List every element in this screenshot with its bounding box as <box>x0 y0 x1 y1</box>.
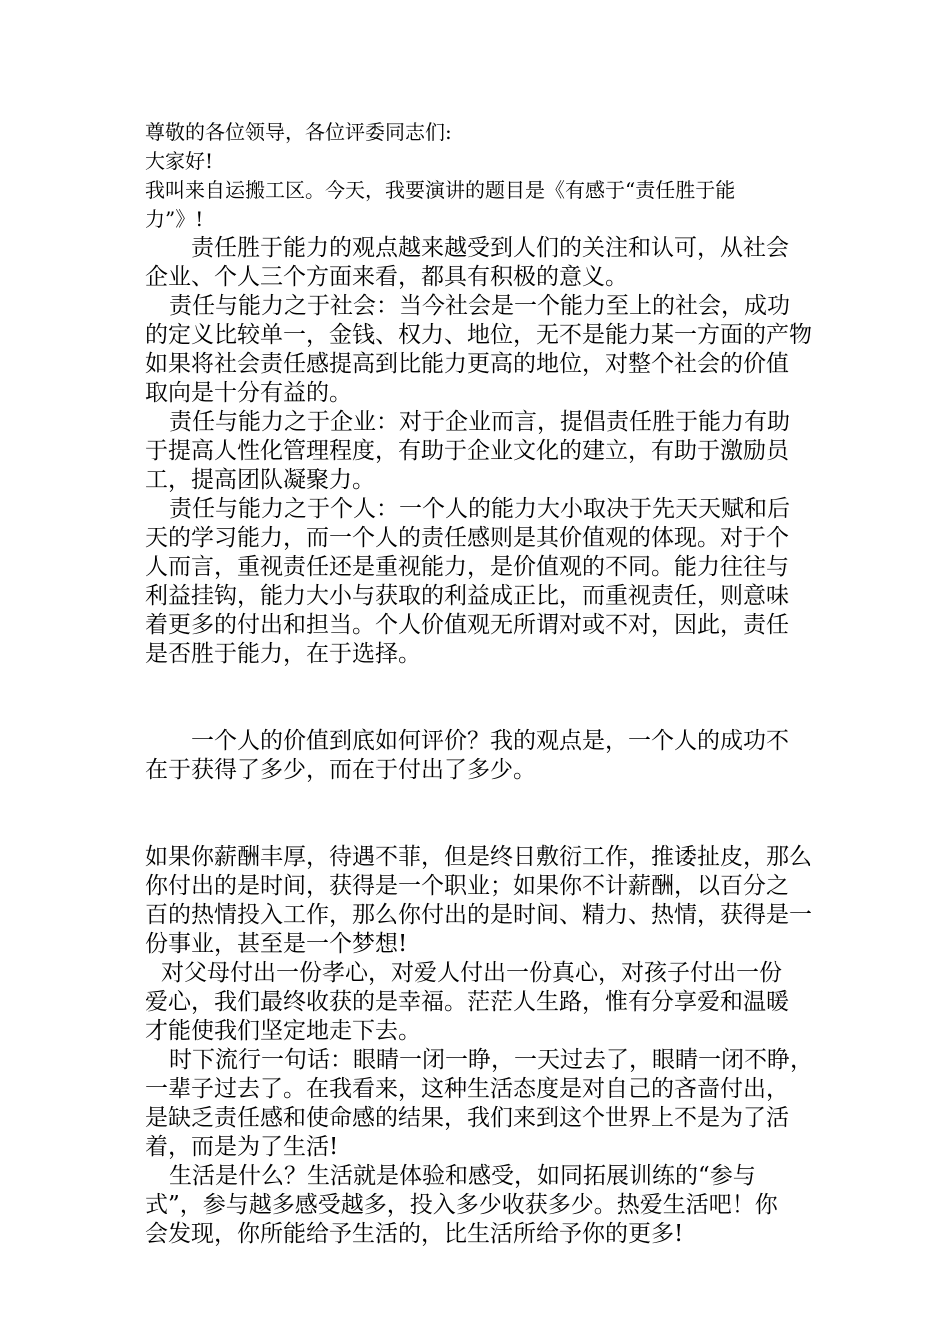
paragraph-enterprise <box>145 408 810 495</box>
paragraph-line: 份事业，甚至是一个梦想! <box>145 931 408 957</box>
salutation: 尊敬的各位领导，各位评委同志们: <box>145 120 452 144</box>
paragraph-line: 会发现，你所能给予生活的，比生活所给予你的更多! <box>145 1221 684 1247</box>
paragraph-line: 责任胜于能力的观点越来越受到人们的关注和认可，从社会 <box>191 235 789 261</box>
paragraph-line: 天的学习能力，而一个人的责任感则是其价值观的体现。对于个 <box>145 525 789 551</box>
paragraph-family <box>145 959 810 1046</box>
paragraph-life <box>145 1162 810 1249</box>
paragraph-line: 如果将社会责任感提高到比能力更高的地位，对整个社会的价值 <box>145 351 789 377</box>
paragraph-line: 利益挂钩，能力大小与获取的利益成正比，而重视责任，则意味 <box>145 583 789 609</box>
intro-paragraph <box>145 176 810 234</box>
intro-line: 我叫来自运搬工区。今天，我要演讲的题目是《有感于“责任胜于能 <box>145 178 736 202</box>
paragraph-line: 责任与能力之于企业：对于企业而言，提倡责任胜于能力有助 <box>169 409 790 435</box>
blank-space <box>145 669 810 727</box>
blank-space <box>145 785 810 843</box>
paragraph-line: 取向是十分有益的。 <box>145 380 352 406</box>
paragraph-line: 爱心，我们最终收获的是幸福。茫茫人生路，惟有分享爱和温暖 <box>145 989 789 1015</box>
paragraph-line: 责任与能力之于社会：当今社会是一个能力至上的社会，成功 <box>169 293 790 319</box>
paragraph-line: 是缺乏责任感和使命感的结果，我们来到这个世界上不是为了活 <box>145 1105 789 1131</box>
paragraph-line: 一个人的价值到底如何评价？我的观点是，一个人的成功不 <box>191 728 789 754</box>
document-page <box>145 118 813 1249</box>
paragraph-line: 于提高人性化管理程度，有助于企业文化的建立，有助于激励员 <box>145 438 789 464</box>
paragraph-line: 人而言，重视责任还是重视能力，是价值观的不同。能力往往与 <box>145 554 789 580</box>
paragraph-line: 时下流行一句话：眼睛一闭一睁，一天过去了，眼睛一闭不睁， <box>169 1047 813 1073</box>
paragraph-line: 工，提高团队凝聚力。 <box>145 467 375 493</box>
paragraph-salary <box>145 843 810 959</box>
paragraph-line: 生活是什么？生活就是体验和感受，如同拓展训练的“参与 <box>169 1163 756 1189</box>
paragraph-society <box>145 292 810 408</box>
paragraph-line: 企业、个人三个方面来看，都具有积极的意义。 <box>145 264 628 290</box>
greeting: 大家好! <box>145 149 214 173</box>
paragraph-line: 对父母付出一份孝心，对爱人付出一份真心，对孩子付出一份 <box>161 960 782 986</box>
paragraph-overview <box>145 234 810 292</box>
paragraph-line: 着更多的付出和担当。个人价值观无所谓对或不对，因此，责任 <box>145 612 789 638</box>
paragraph-line: 是否胜于能力，在于选择。 <box>145 641 421 667</box>
paragraph-line: 在于获得了多少，而在于付出了多少。 <box>145 757 536 783</box>
paragraph-line: 百的热情投入工作，那么你付出的是时间、精力、热情，获得是一 <box>145 902 812 928</box>
paragraph-line: 才能使我们坚定地走下去。 <box>145 1018 421 1044</box>
paragraph-line: 一辈子过去了。在我看来，这种生活态度是对自己的吝啬付出， <box>145 1076 789 1102</box>
paragraph-individual <box>145 495 810 669</box>
paragraph-line: 责任与能力之于个人：一个人的能力大小取决于先天天赋和后 <box>169 496 790 522</box>
paragraph-line: 着，而是为了生活! <box>145 1134 339 1160</box>
intro-line: 力”》! <box>145 207 204 231</box>
paragraph-line: 式”，参与越多感受越多，投入多少收获多少。热爱生活吧！你 <box>145 1192 778 1218</box>
paragraph-line: 的定义比较单一，金钱、权力、地位，无不是能力某一方面的产物 <box>145 322 812 348</box>
paragraph-line: 你付出的是时间，获得是一个职业；如果你不计薪酬，以百分之 <box>145 873 789 899</box>
paragraph-value <box>145 727 810 785</box>
paragraph-line: 如果你薪酬丰厚，待遇不菲，但是终日敷衍工作，推诿扯皮，那么 <box>145 844 812 870</box>
paragraph-saying <box>145 1046 813 1162</box>
